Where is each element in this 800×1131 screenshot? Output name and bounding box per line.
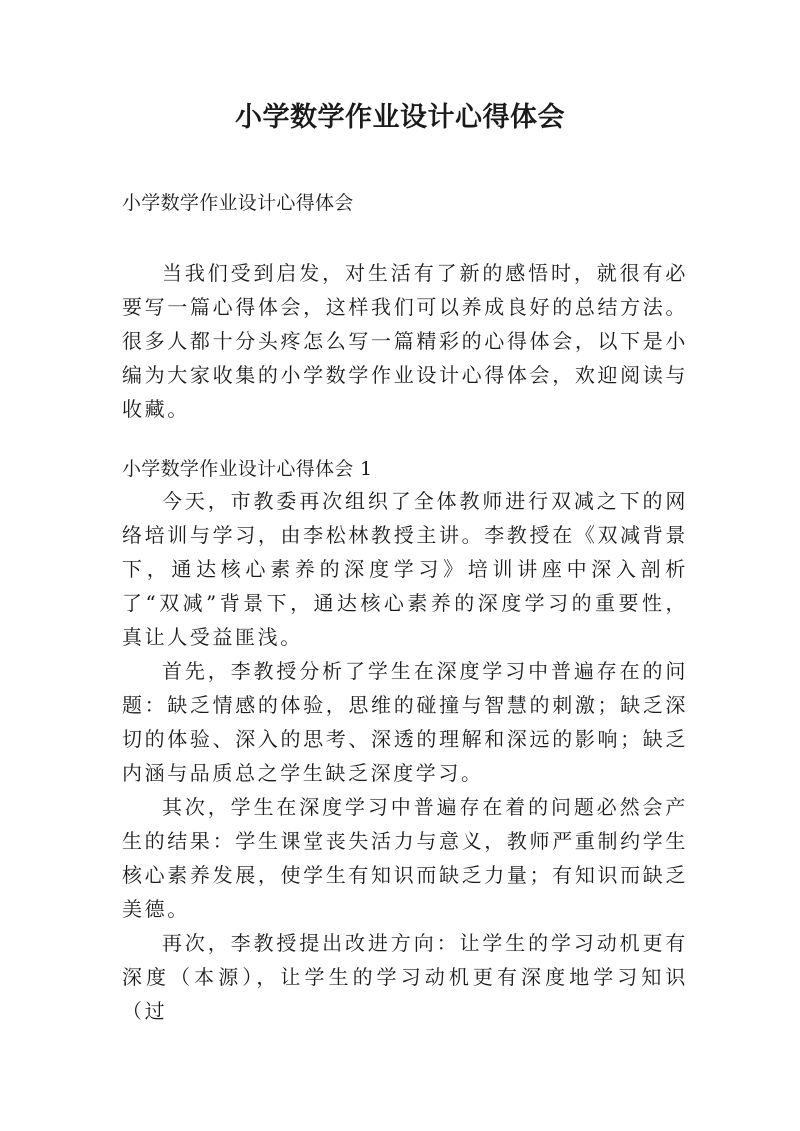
section-heading: 小学数学作业设计心得体会 1 xyxy=(122,458,373,480)
section-body xyxy=(122,484,688,1028)
document-title: 小学数学作业设计心得体会 xyxy=(235,102,565,133)
body-paragraph: 今天，市教委再次组织了全体教师进行双减之下的网络培训与学习，由李松林教授主讲。李教授在《双减背景下，通达核心素养的深度学习》培训讲座中深入剖析了“双减”背景下，通达核心素养的深度学习的重要性，真让人受益匪浅。 xyxy=(122,489,688,649)
intro-block xyxy=(122,256,688,426)
body-paragraph: 再次，李教授提出改进方向：让学生的学习动机更有深度（本源），让学生的学习动机更有深度地学习知识（过 xyxy=(122,931,688,1023)
body-paragraph: 首先，李教授分析了学生在深度学习中普遍存在的问题：缺乏情感的体验，思维的碰撞与智慧的刺激；缺乏深切的体验、深入的思考、深透的理解和深远的影响；缺乏内涵与品质总之学生缺乏深度学习。 xyxy=(122,659,688,785)
document-subtitle: 小学数学作业设计心得体会 xyxy=(122,192,354,214)
body-paragraph: 其次，学生在深度学习中普遍存在着的问题必然会产生的结果：学生课堂丧失活力与意义，教师严重制约学生核心素养发展，使学生有知识而缺乏力量；有知识而缺乏美德。 xyxy=(122,795,688,921)
intro-paragraph: 当我们受到启发，对生活有了新的感悟时，就很有必要写一篇心得体会，这样我们可以养成良好的总结方法。很多人都十分头疼怎么写一篇精彩的心得体会，以下是小编为大家收集的小学数学作业设计心得体会，欢迎阅读与收藏。 xyxy=(122,261,688,421)
